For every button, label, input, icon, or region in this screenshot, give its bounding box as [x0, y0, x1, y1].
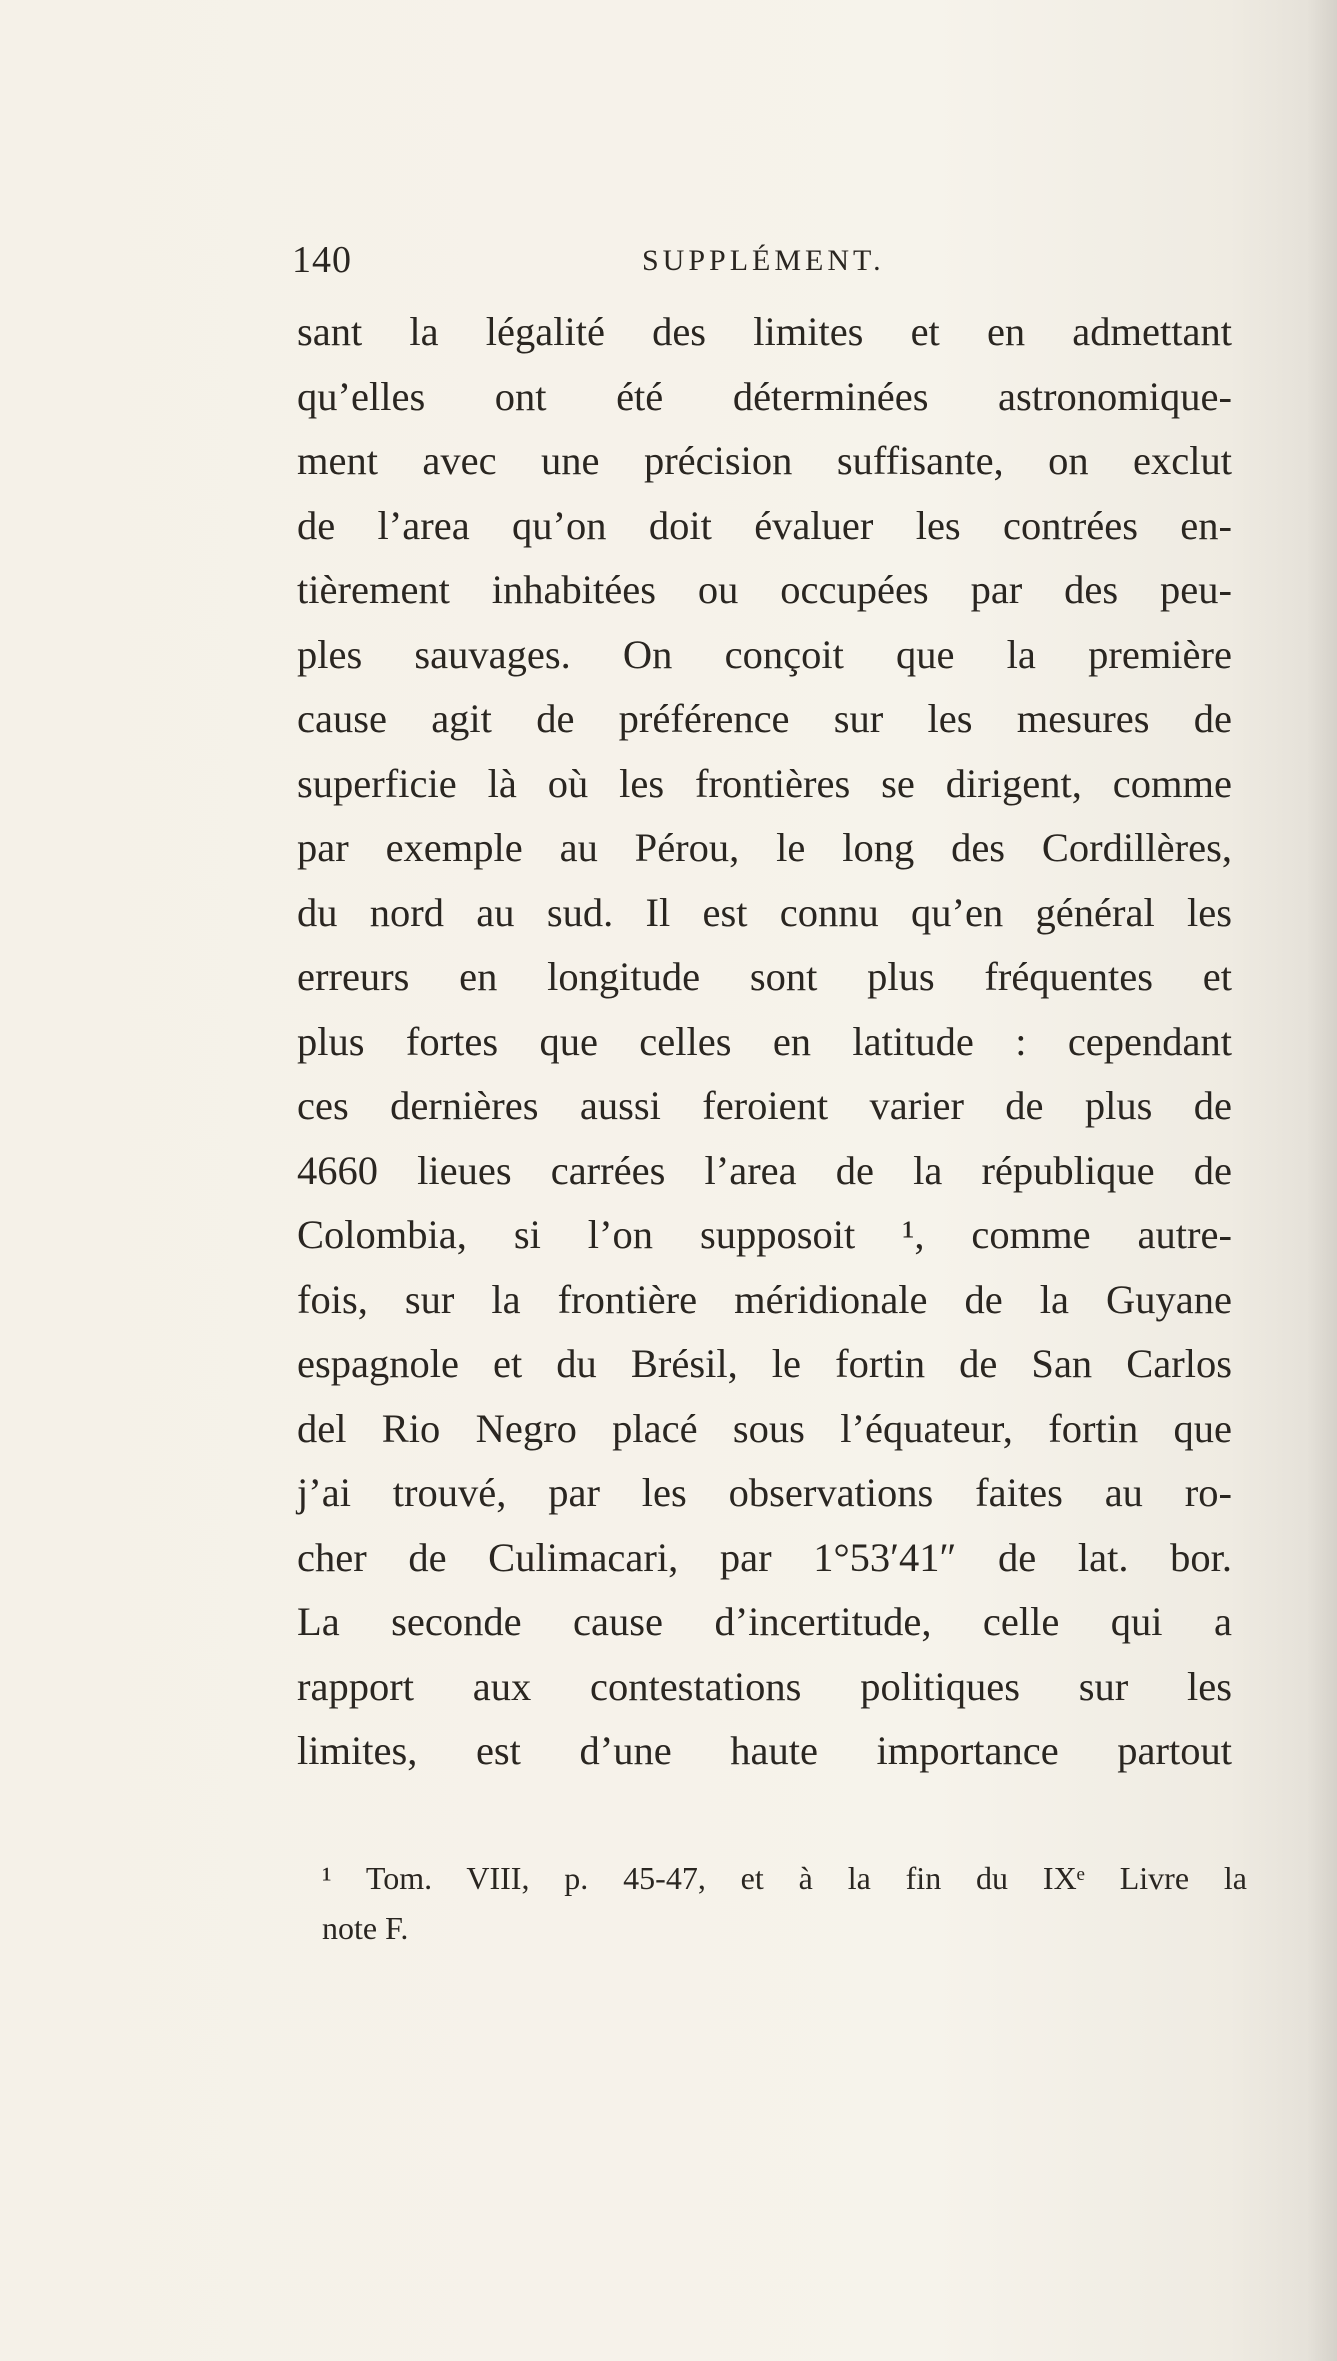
- text-line: 4660 lieues carrées l’area de la république de: [297, 1147, 1232, 1193]
- text-line: ces dernières aussi feroient varier de plus de: [297, 1083, 1232, 1128]
- text-line: cher de Culimacari, par 1°53′41″ de lat. bor.: [297, 1534, 1232, 1580]
- main-text: [297, 300, 1232, 1784]
- text-line: del Rio Negro placé sous l’équateur, fortin que: [297, 1405, 1232, 1451]
- text-line: limites, est d’une haute importance partout: [297, 1728, 1232, 1773]
- text-line: fois, sur la frontière méridionale de la Guyane: [297, 1276, 1232, 1322]
- text-line: erreurs en longitude sont plus fréquentes et: [297, 954, 1232, 999]
- text-line: La seconde cause d’incertitude, celle qui a: [297, 1599, 1232, 1644]
- text-line: ples sauvages. On conçoit que la première: [297, 631, 1232, 677]
- text-line: j’ai trouvé, par les observations faites au ro-: [297, 1470, 1232, 1515]
- text-line: sant la légalité des limites et en admettant: [297, 309, 1232, 354]
- footnote-line: note F.: [322, 1910, 409, 1946]
- text-line: Colombia, si l’on supposoit ¹, comme autre-: [297, 1212, 1232, 1257]
- text-line: tièrement inhabitées ou occupées par des peu-: [297, 567, 1232, 612]
- text-line: superficie là où les frontières se dirigent, comme: [297, 760, 1232, 806]
- page-header: [292, 238, 1252, 281]
- footnote-line: ¹ Tom. VIII, p. 45-47, et à la fin du IXᵉ Livre la: [322, 1860, 1247, 1896]
- text-line: qu’elles ont été déterminées astronomique-: [297, 373, 1232, 419]
- text-line: plus fortes que celles en latitude : cependant: [297, 1018, 1232, 1064]
- text-line: du nord au sud. Il est connu qu’en général les: [297, 889, 1232, 935]
- running-head: SUPPLÉMENT.: [642, 244, 885, 277]
- page-number: 140: [292, 239, 352, 281]
- text-line: par exemple au Pérou, le long des Cordillères,: [297, 825, 1232, 870]
- footnote: [322, 1853, 1247, 1953]
- text-line: de l’area qu’on doit évaluer les contrées en-: [297, 502, 1232, 548]
- text-line: rapport aux contestations politiques sur les: [297, 1663, 1232, 1709]
- text-line: ment avec une précision suffisante, on exclut: [297, 438, 1232, 483]
- text-line: espagnole et du Brésil, le fortin de San Carlos: [297, 1341, 1232, 1386]
- text-line: cause agit de préférence sur les mesures de: [297, 696, 1232, 741]
- page-edge-shadow: [1307, 0, 1337, 2361]
